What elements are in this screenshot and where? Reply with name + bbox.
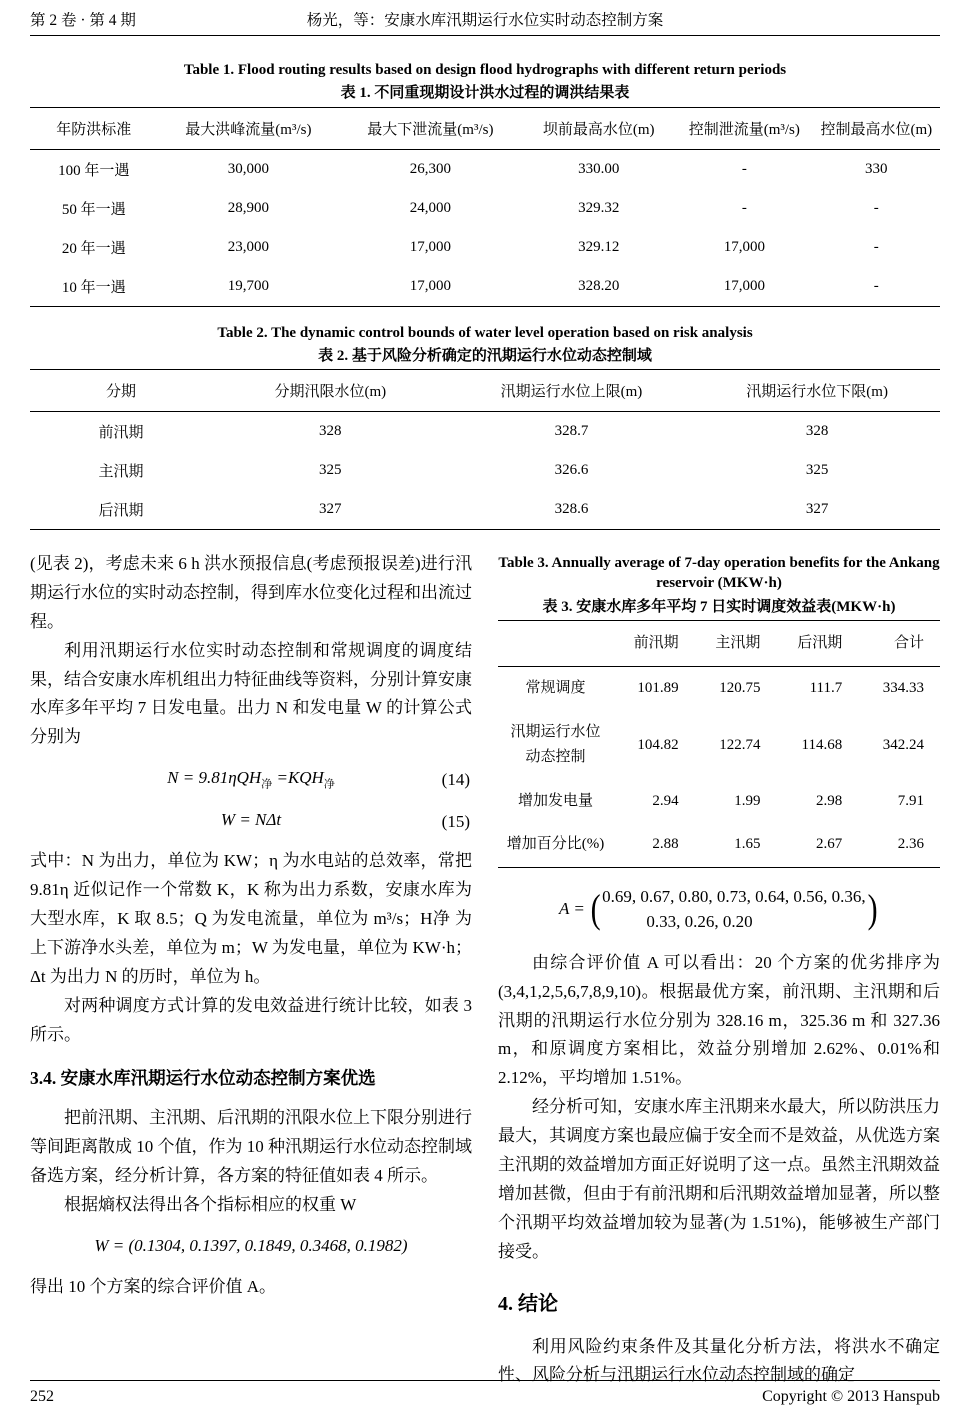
table-cell: 1.65	[734, 836, 761, 853]
column-header: 坝前最高水位(m)	[521, 107, 676, 149]
table-cell: 28,900	[227, 199, 270, 216]
equation-number: (14)	[441, 770, 470, 790]
table-cell: 120.75	[719, 680, 761, 697]
paragraph: 根据熵权法得出各个指标相应的权重 W	[64, 1194, 357, 1214]
column-header: 汛期运行水位上限(m)	[449, 370, 695, 412]
table-cell: 2.94	[652, 792, 679, 809]
paragraph: 对两种调度方式计算的发电效益进行统计比较，如表 3 所示。	[30, 995, 472, 1044]
table-1	[30, 107, 940, 307]
table-cell: 50 年一遇	[61, 201, 126, 218]
table-header-row	[30, 370, 940, 412]
table-1-title-en: Table 1. Flood routing results based on design flood hydrographs with different return periods	[183, 62, 787, 78]
paragraph: 由综合评价值 A 可以看出：20 个方案的优劣排序为(3,4,1,2,5,6,7,8,9,10)。根据最优方案，前汛期、主汛期和后汛期的汛期运行水位分别为 328.16 m，325.36 m 和 327.36 m，和原调度方案相比，效益分别增加 2.62%、0.01%和 2.12%，平均增加 1.51%。	[498, 952, 940, 1088]
table-cell: 104.82	[637, 736, 679, 753]
table-cell: 329.12	[578, 238, 620, 255]
table-cell: 10 年一遇	[61, 279, 126, 296]
paragraph: 式中：N 为出力，单位为 KW；η 为水电站的总效率，常把9.81η 近似记作一个常数 K，K 称为出力系数，安康水库为大型水库，K 取 8.5；Q 为发电流量，单位为 m³/s；H净 为上下游净水头差，单位为 m；W 为发电量，单位为 KW·h；Δt 为出力 N 的历时，单位为 h。	[30, 851, 472, 986]
table-cell: -	[741, 199, 747, 216]
table-cell: 17,000	[409, 238, 452, 255]
equation-line: 0.33, 0.26, 0.20	[646, 912, 753, 932]
copyright-notice: Copyright © 2013 Hanspub	[762, 1388, 940, 1405]
table-cell: 330.00	[578, 160, 620, 177]
table-1-block	[30, 60, 940, 307]
table-cell: -	[873, 238, 879, 255]
table-cell: 325	[805, 462, 829, 478]
table-1-title-cn: 表 1. 不同重现期设计洪水过程的调洪结果表	[340, 85, 630, 102]
table-cell: 后汛期	[98, 503, 144, 519]
equation-lhs: A =	[559, 898, 585, 918]
equation-A	[498, 884, 940, 935]
table-cell: 2.98	[815, 792, 843, 809]
equation-body: W = NΔt	[220, 810, 282, 830]
two-column-body	[30, 550, 940, 1390]
table-cell: 主汛期	[98, 464, 144, 480]
table-2	[30, 369, 940, 530]
table-cell: 328.6	[554, 501, 589, 517]
right-parenthesis: )	[867, 886, 878, 932]
table-cell: -	[873, 277, 879, 294]
column-header: 主汛期	[695, 620, 777, 667]
paragraph: (见表 2)，考虑未来 6 h 洪水预报信息(考虑预报误差)进行汛期运行水位的实时动态控制，得到库水位变化过程和出流过程。	[30, 554, 472, 631]
table-cell: 122.74	[719, 736, 761, 753]
table-cell: 329.32	[578, 199, 620, 216]
page-footer	[30, 1380, 940, 1406]
table-header-row	[498, 620, 940, 667]
section-heading-4: 4. 结论	[498, 1292, 558, 1315]
column-header: 分期	[30, 370, 212, 412]
paragraph: 利用汛期运行水位实时动态控制和常规调度的调度结果，结合安康水库机组出力特征曲线等资料，分别计算安康水库多年平均 7 日发电量。出力 N 和发电量 W 的计算公式分别为	[30, 640, 472, 747]
column-header: 后汛期	[776, 620, 858, 667]
equation-text: N = 9.81ηQH	[167, 768, 262, 788]
column-header: 最大洪峰流量(m³/s)	[157, 107, 339, 149]
column-header: 前汛期	[613, 620, 695, 667]
table-cell: 328.7	[554, 423, 589, 439]
table-cell: 17,000	[409, 277, 452, 294]
table-2-title-en: Table 2. The dynamic control bounds of water level operation based on risk analysis	[217, 324, 753, 341]
table-cell: 2.67	[815, 836, 843, 853]
paragraph: 经分析可知，安康水库主汛期来水最大，所以防洪压力最大，其调度方案也最应偏于安全而不是效益，从优选方案主汛期的效益增加方面正好说明了这一点。虽然主汛期效益增加甚微，但由于有前汛期和后汛期效益增加显著，所以整个汛期平均效益增加较为显著(为 1.51%)，能够被生产部门接受。	[498, 1097, 940, 1261]
table-row	[30, 267, 940, 307]
page-header	[30, 8, 940, 36]
table-cell: 前汛期	[98, 425, 144, 441]
table-row	[30, 189, 940, 228]
table-cell: 334.33	[882, 680, 924, 697]
table-row	[30, 412, 940, 452]
paragraph: 得出 10 个方案的综合评价值 A。	[30, 1276, 277, 1296]
table-cell: 326.6	[554, 462, 589, 478]
table-cell: 30,000	[227, 160, 270, 177]
table-row	[30, 228, 940, 267]
column-header: 年防洪标准	[30, 107, 157, 149]
equation-body	[602, 884, 866, 935]
table-2-block	[30, 323, 940, 531]
table-cell: 23,000	[227, 238, 270, 255]
column-header: 控制最高水位(m)	[813, 107, 940, 149]
table-cell: 24,000	[409, 199, 452, 216]
table-3	[498, 620, 940, 868]
left-column	[30, 550, 472, 1390]
table-row	[30, 149, 940, 189]
table-cell: 汛期运行水位动态控制	[510, 723, 601, 766]
column-header: 最大下泄流量(m³/s)	[339, 107, 521, 149]
table-cell: 1.99	[734, 792, 761, 809]
section-heading-3-4: 3.4. 安康水库汛期运行水位动态控制方案优选	[30, 1068, 376, 1089]
equation-text: =KQH	[272, 768, 324, 788]
equation-line: 0.69, 0.67, 0.80, 0.73, 0.64, 0.56, 0.36,	[602, 886, 866, 906]
table-header-row	[30, 107, 940, 149]
table-2-title-cn: 表 2. 基于风险分析确定的汛期运行水位动态控制域	[318, 347, 652, 364]
column-header: 合计	[858, 620, 940, 667]
table-cell: 增加发电量	[517, 792, 593, 809]
table-cell: 7.91	[897, 792, 924, 809]
table-cell: -	[741, 160, 747, 177]
table-cell: 327	[319, 501, 342, 517]
table-cell: 17,000	[723, 277, 765, 294]
equation-weights	[30, 1232, 472, 1261]
column-header: 汛期运行水位下限(m)	[694, 370, 940, 412]
table-cell: 常规调度	[525, 680, 586, 697]
table-cell: 17,000	[723, 238, 765, 255]
paragraph: 把前汛期、主汛期、后汛期的汛限水位上下限分别进行等间距离散成 10 个值，作为 10 种汛期运行水位动态控制域备选方案，经分析计算，各方案的特征值如表 4 所示。	[30, 1108, 472, 1185]
column-header: 分期汛限水位(m)	[212, 370, 449, 412]
table-row	[498, 780, 940, 824]
equation-15	[30, 806, 472, 835]
table-cell: 100 年一遇	[58, 162, 130, 179]
table-cell: -	[873, 199, 879, 216]
page-number: 252	[30, 1388, 54, 1405]
table-cell: 增加百分比(%)	[506, 836, 605, 853]
table-cell: 328.20	[578, 277, 620, 294]
table-cell: 2.36	[897, 836, 924, 853]
right-column	[498, 550, 940, 1390]
table-cell: 328	[319, 423, 342, 439]
equation-body	[167, 768, 335, 791]
table-cell: 330	[865, 160, 888, 177]
table-cell: 101.89	[637, 680, 679, 697]
table-cell: 19,700	[227, 277, 270, 294]
column-header: 控制泄流量(m³/s)	[676, 107, 813, 149]
equation-number: (15)	[441, 812, 470, 832]
table-3-title-cn: 表 3. 安康水库多年平均 7 日实时调度效益表(MKW·h)	[542, 598, 896, 615]
equation-subscript: 净	[323, 778, 335, 791]
table-row	[30, 451, 940, 490]
table-cell: 111.7	[809, 680, 843, 697]
table-cell: 114.68	[801, 736, 843, 753]
table-cell: 327	[805, 501, 829, 517]
table-row	[498, 823, 940, 867]
equation-14	[30, 764, 472, 794]
table-cell: 342.24	[882, 736, 924, 753]
paragraph: 利用风险约束条件及其量化分析方法，将洪水不确定性、风险分析与汛期运行水位动态控制域的确定	[498, 1336, 940, 1385]
equation-body: W = (0.1304, 0.1397, 0.1849, 0.3468, 0.1982)	[94, 1235, 408, 1255]
table-row	[498, 711, 940, 780]
table-cell: 328	[805, 423, 829, 439]
running-title: 杨光，等：安康水库汛期运行水位实时动态控制方案	[306, 12, 664, 29]
table-cell: 20 年一遇	[61, 240, 126, 257]
left-parenthesis: (	[590, 886, 601, 932]
table-cell: 2.88	[652, 836, 679, 853]
table-row	[30, 490, 940, 530]
column-header	[498, 620, 613, 667]
table-3-title-en: Table 3. Annually average of 7-day operation benefits for the Ankang reservoir (MKW·h)	[498, 555, 940, 592]
equation-subscript: 净	[261, 778, 273, 791]
table-cell: 325	[319, 462, 342, 478]
table-cell: 26,300	[409, 160, 452, 177]
journal-issue: 第 2 卷 · 第 4 期	[30, 12, 136, 29]
table-row	[498, 667, 940, 711]
